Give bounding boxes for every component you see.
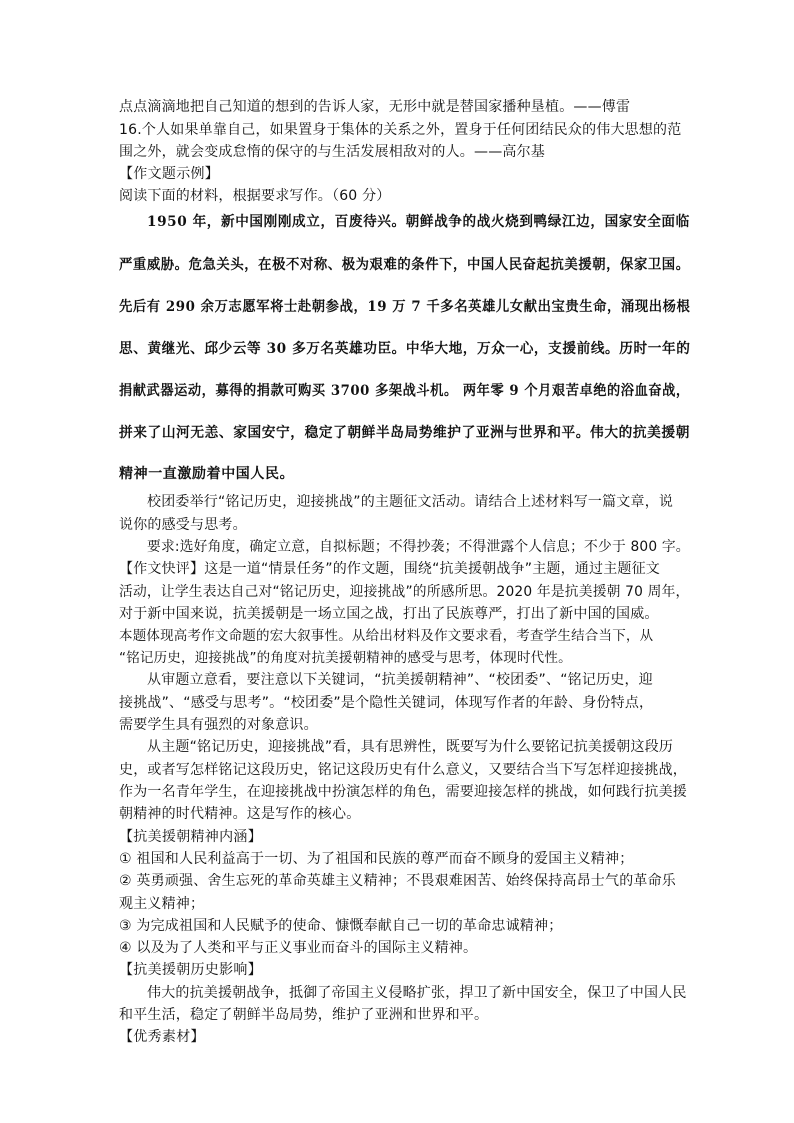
quote-16-line-2: 围之外，就会变成怠惰的保守的与生活发展相敌对的人。——高尔基	[119, 144, 545, 160]
material-line-5: 捐献武器运动，募得的捐款可购买 3700 多架战斗机。 两年零 9 个月艰苦卓绝的浴血奋战，	[119, 383, 690, 399]
spirit-item-2-cont: 观主义精神；	[119, 896, 205, 912]
analysis-line-4: 从主题“铭记历史，迎接挑战”看，具有思辨性，既要写为什么要铭记抗美援朝这段历	[147, 739, 674, 755]
impact-line-2: 和平生活，稳定了朝鲜半岛局势，维护了亚洲和世界和平。	[119, 1007, 489, 1023]
analysis-line-2: 接挑战”、“感受与思考”。“校团委”是个隐性关键词，体现写作者的年龄、身份特点，	[119, 695, 654, 711]
section-heading-example: 【作文题示例】	[119, 166, 220, 182]
quote-16-line-1: 16.个人如果单靠自己，如果置身于集体的关系之外，置身于任何团结民众的伟大思想的范	[119, 122, 682, 138]
impact-line-1: 伟大的抗美援朝战争，抵御了帝国主义侵略扩张，捍卫了新中国安全，保卫了中国人民	[147, 985, 687, 1001]
review-line-2: 活动，让学生表达自己对“铭记历史，迎接挑战”的所感所思。2020 年是抗美援朝 70 周年，	[119, 584, 690, 600]
review-line-1: 【作文快评】这是一道“情景任务”的作文题，围绕“抗美援朝战争”主题，通过主题征文	[119, 561, 661, 577]
review-line-5: “铭记历史，迎接挑战”的角度对抗美援朝精神的感受与思考，体现时代性。	[119, 650, 572, 666]
material-line-7: 精神一直激励着中国人民。	[119, 466, 295, 482]
spirit-item-4: ④ 以及为了人类和平与正义事业而奋斗的国际主义精神。	[119, 940, 478, 956]
review-line-4: 本题体现高考作文命题的宏大叙事性。从给出材料及作文要求看，考查学生结合当下，从	[119, 628, 654, 644]
material-line-4: 思、黄继光、邱少云等 30 多万名英雄功臣。中华大地，万众一心，支援前线。历时一年的	[119, 341, 691, 357]
analysis-line-6: 作为一名青年学生，在迎接挑战中扮演怎样的角色，需要迎接怎样的挑战，如何践行抗美援	[119, 784, 687, 800]
section-heading-spirit: 【抗美援朝精神内涵】	[119, 829, 262, 845]
material-line-6: 拼来了山河无恙、家国安宁，稳定了朝鲜半岛局势维护了亚洲与世界和平。伟大的抗美援朝	[119, 425, 690, 441]
material-line-2: 严重威胁。危急关头，在极不对称、极为艰难的条件下，中国人民奋起抗美援朝，保家卫国。	[119, 257, 690, 273]
requirement-line: 要求:选好角度，确定立意，自拟标题；不得抄袭；不得泄露个人信息；不少于 800 字。	[147, 539, 690, 555]
task-line-1: 校团委举行“铭记历史，迎接挑战”的主题征文活动。请结合上述材料写一篇文章，说	[147, 494, 674, 510]
spirit-item-2: ② 英勇顽强、舍生忘死的革命英雄主义精神；不畏艰难困苦、始终保持高昂士气的革命乐	[119, 873, 676, 889]
section-heading-materials: 【优秀素材】	[119, 1029, 205, 1045]
analysis-line-3: 需要学生具有强烈的对象意识。	[119, 717, 318, 733]
material-line-1: 1950 年，新中国刚刚成立，百废待兴。朝鲜战争的战火烧到鸭绿江边，国家安全面临	[147, 214, 690, 230]
analysis-line-5: 史，或者写怎样铭记这段历史，铭记这段历史有什么意义，又要结合当下写怎样迎接挑战，	[119, 762, 687, 778]
section-heading-impact: 【抗美援朝历史影响】	[119, 962, 262, 978]
spirit-item-1: ① 祖国和人民利益高于一切、为了祖国和民族的尊严而奋不顾身的爱国主义精神；	[119, 851, 634, 867]
material-line-3: 先后有 290 余万志愿军将士赴朝参战，19 万 7 千多名英雄儿女献出宝贵生命，涌现出杨根	[119, 299, 691, 315]
task-line-2: 说你的感受与思考。	[119, 517, 247, 533]
quote-fu-lei-line: 点点滴滴地把自己知道的想到的告诉人家，无形中就是替国家播种垦植。——傅雷	[119, 99, 631, 115]
spirit-item-3: ③ 为完成祖国和人民赋予的使命、慷慨奉献自己一切的革命忠诚精神；	[119, 918, 563, 934]
review-line-3: 对于新中国来说，抗美援朝是一场立国之战，打出了民族尊严，打出了新中国的国威。	[119, 606, 659, 622]
analysis-line-7: 朝精神的时代精神。这是写作的核心。	[119, 806, 361, 822]
analysis-line-1: 从审题立意看，要注意以下关键词，“抗美援朝精神”、“校团委”、“铭记历史，迎	[147, 672, 653, 688]
instruction-line: 阅读下面的材料，根据要求写作。（60 分）	[119, 188, 391, 204]
